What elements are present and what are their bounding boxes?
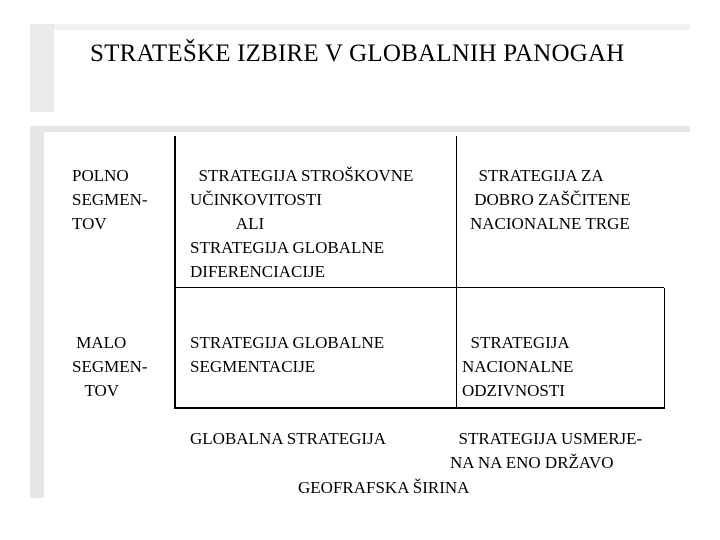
cell-global-segmentation: STRATEGIJA GLOBALNE SEGMENTACIJE — [190, 333, 385, 376]
cell-national-responsiveness: STRATEGIJA NACIONALNE ODZIVNOSTI — [462, 333, 574, 400]
page-title: STRATEŠKE IZBIRE V GLOBALNIH PANOGAH — [90, 40, 625, 67]
matrix-right-border — [664, 288, 665, 408]
column-label-single-country-strategy: STRATEGIJA USMERJE- NA NA ENO DRŽAVO — [450, 429, 643, 472]
axis-label-geographic-scope: GEOFRAFSKA ŠIRINA — [298, 478, 470, 497]
matrix-row-divider — [174, 287, 664, 288]
matrix-bottom-border — [174, 407, 665, 409]
cell-cost-efficiency-strategy: STRATEGIJA STROŠKOVNE UČINKOVITOSTI ALI STRATEGIJA GLOBALNE DIFERENCIACIJE — [190, 166, 414, 281]
cell-protected-national-markets: STRATEGIJA ZA DOBRO ZAŠČITENE NACIONALNE TRGE — [470, 166, 631, 233]
column-label-global-strategy: GLOBALNA STRATEGIJA — [190, 429, 386, 448]
matrix-middle-divider — [456, 136, 457, 408]
title-frame-top — [30, 24, 690, 30]
title-frame-left — [30, 24, 54, 112]
panel-frame-left — [30, 126, 44, 498]
matrix-left-border — [174, 136, 176, 408]
row-label-full-segments: POLNO SEGMEN- TOV — [72, 166, 148, 233]
row-label-few-segments: MALO SEGMEN- TOV — [72, 333, 148, 400]
